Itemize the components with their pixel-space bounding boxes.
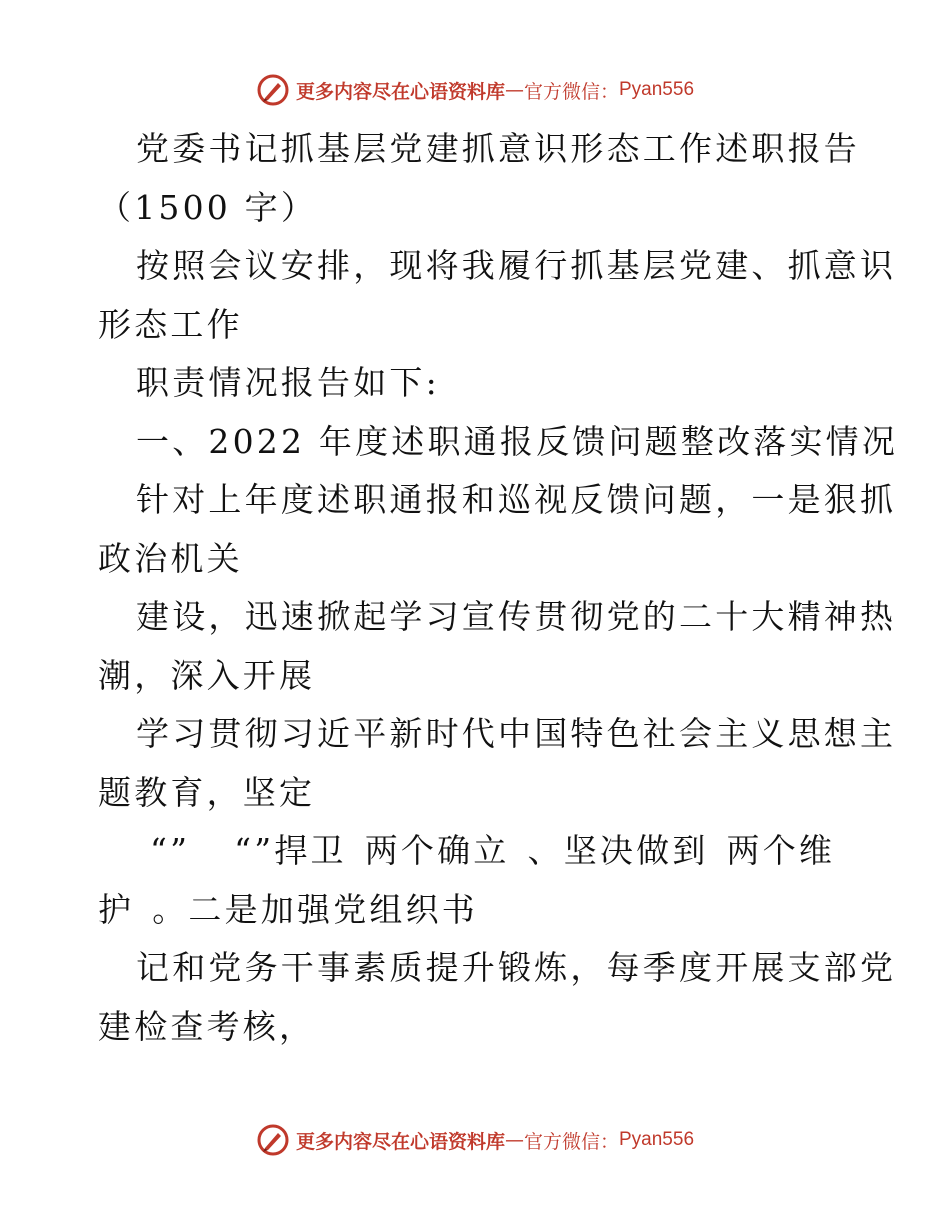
- document-title: 党委书记抓基层党建抓意识形态工作述职报告: [136, 129, 860, 168]
- paragraph-line: 学习贯彻习近平新时代中国特色社会主义思想主: [136, 714, 897, 753]
- footer-watermark: [0, 1120, 950, 1160]
- paragraph-line: 建检查考核，: [98, 1006, 316, 1046]
- quote-marks: “”: [234, 831, 275, 870]
- paragraph-line: 按照会议安排，现将我履行抓基层党建、抓意识: [136, 246, 897, 285]
- paragraph-line: 记和党务干事素质提升锻炼，每季度开展支部党: [136, 948, 897, 987]
- text-run: 捍卫: [274, 831, 347, 870]
- paragraph-line: 职责情况报告如下:: [136, 363, 440, 402]
- pen-logo-icon: [256, 73, 290, 107]
- paragraph-line: [98, 881, 858, 940]
- watermark-id: Pyan556: [619, 1129, 695, 1150]
- text-run: 两个维: [726, 831, 836, 870]
- paragraph-line-quotes: [98, 822, 858, 881]
- watermark-text: 更多内容尽在心语资料库: [295, 80, 505, 103]
- paragraph-line: 建设，迅速掀起学习宣传贯彻党的二十大精神热: [136, 597, 897, 636]
- text-run: 、坚决做到: [527, 831, 709, 870]
- paragraph-line: 题教育，坚定: [98, 772, 316, 812]
- watermark-label: 官方微信：: [523, 1130, 619, 1153]
- text-run: 护: [98, 889, 135, 929]
- section-heading: 一、2022 年度述职通报反馈问题整改落实情况: [136, 421, 899, 461]
- text-run: 两个确立: [364, 831, 510, 870]
- watermark-text: 更多内容尽在心语资料库: [295, 1130, 505, 1153]
- text-run: 。二是加强党组织书: [152, 889, 479, 929]
- watermark-id: Pyan556: [619, 79, 695, 100]
- pen-logo-icon: [256, 1123, 290, 1157]
- paragraph-line: 潮，深入开展: [98, 655, 316, 695]
- watermark-label: 官方微信：: [523, 80, 619, 103]
- watermark-dash: —: [504, 79, 524, 101]
- document-title-subline: （1500 字）: [98, 187, 318, 227]
- document-body: [98, 120, 899, 1056]
- paragraph-line: 形态工作: [98, 304, 243, 344]
- quote-marks: “”: [150, 831, 191, 870]
- paragraph-line: 政治机关: [98, 538, 243, 578]
- header-watermark: [0, 70, 950, 110]
- paragraph-line: 针对上年度述职通报和巡视反馈问题，一是狠抓: [136, 480, 897, 519]
- watermark-dash: —: [504, 1129, 524, 1151]
